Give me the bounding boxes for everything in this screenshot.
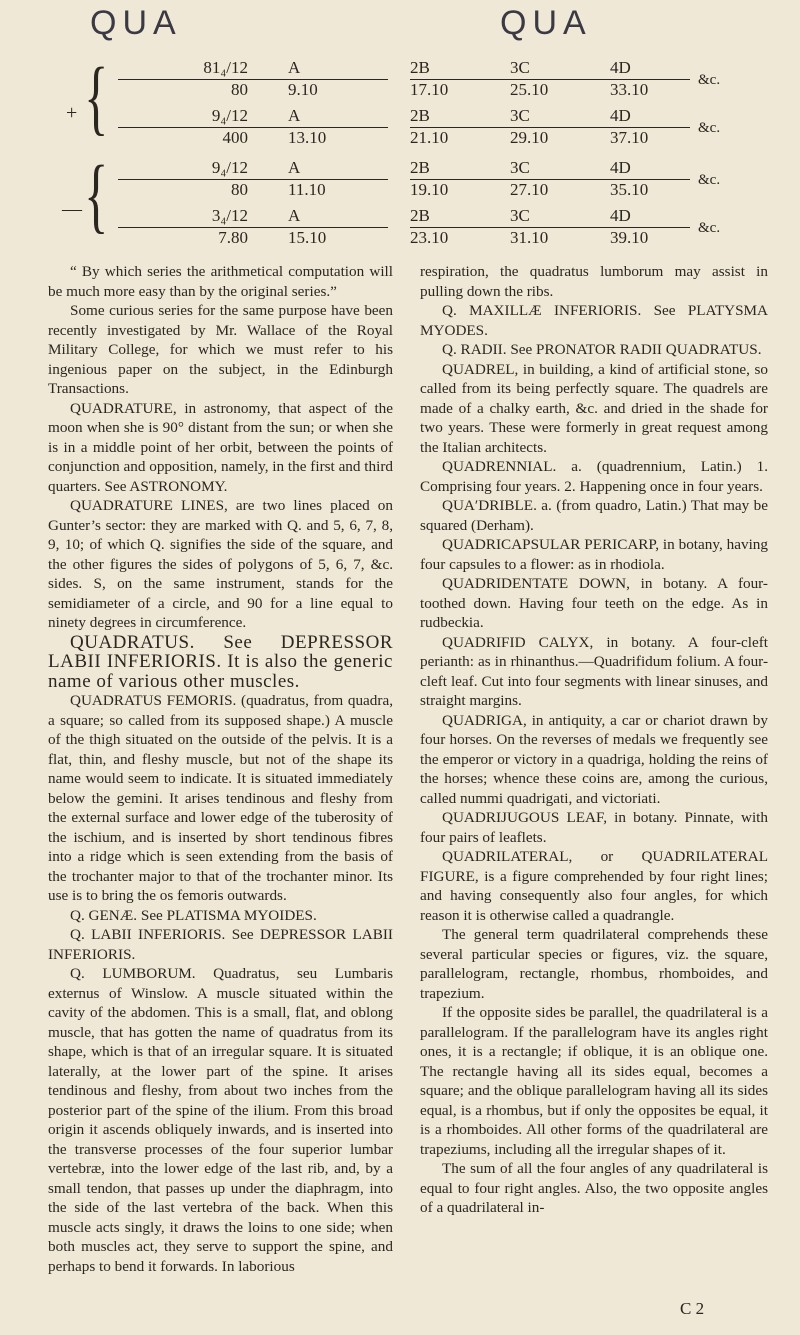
paragraph-continued: respiration, the quadratus lumborum may assist in pulling down the ribs. [420,263,768,300]
signature-mark: C 2 [680,1299,705,1318]
paragraph: “ By which series the arithmetical computation will be much more easy than by the original series.” [48,263,393,300]
fraction-series [40,51,780,258]
entry-quadrible: QUA′DRIBLE. a. (from quadro, Latin.) That may be squared (Derham). [420,497,768,534]
entry-q-radii: Q. RADII. See PRONATOR RADII QUADRATUS. [442,341,762,358]
running-title-right: QUA [500,4,592,42]
series-row-1-left: 81₄/12 A 80 9.10 [118,58,388,100]
etc-1: &c. [698,72,721,88]
series-row-4-left: 3₄/12 A 7.80 15.10 [118,206,388,248]
entry-quadrature-lines: QUADRATURE LINES, are two lines placed on Gunter’s sector: they are marked with Q. and 5, 6, 7, 8, 9, 10; of which Q. signifies the side of the square, and the other figures the sides of polygons of 5, 6, 7, &c. sides. S, on the same instrument, stands for the semidiameter of a circle, and 90 for a line equal to ninety degrees in circumference. [48,497,393,631]
entry-quadriga: QUADRIGA, in antiquity, a car or chariot drawn by four horses. On the reverses of medals we frequently see the emperor or victory in a quadriga, holding the reins of the horses; whence these coins are, among the curious, called nummi quadrigati, and victoriati. [420,711,768,807]
minus-sign: — [62,198,82,220]
entry-q-maxillae: Q. MAXILLÆ INFERIORIS. See PLATYSMA MYODES. [420,302,768,339]
series-row-3-left: 9₄/12 A 80 11.10 [118,158,388,200]
entry-quadratus-femoris: QUADRATUS FEMORIS. (quadratus, from quadra, a square; so called from its supposed shape.) A muscle of the thigh situated on the outside of the pelvis. It is a flat, thin, and fleshy muscle, but not of the shape its name would seem to indicate. It is situated immediately below the gemini. It arises tendinous and fleshy from the external surface and lower edge of the tuberosity of the ischium, and is inserted by short tendinous fibres into a ridge which is seen extending from the basis of the trochanter major to that of the trochanter minor. Its use is to bring the os femoris outwards. [48,692,393,904]
series-row-4-right: 2B 3C 4D 23.10 31.10 39.10 [410,206,690,248]
series-row-2-right: 2B 3C 4D 21.10 29.10 37.10 [410,106,690,148]
paragraph: Some curious series for the same purpose have been recently investigated by Mr. Wallace of the Royal Military College, for which we must refer to his ingenious paper on the subject, in the Edinburgh Transactions. [48,302,393,397]
entry-quadratus: QUADRATUS. See DEPRESSOR LABII INFERIORIS. It is also the generic name of various other muscles. [48,631,393,692]
brace-bottom: { [84,149,109,242]
etc-2: &c. [698,120,721,136]
paragraph: If the opposite sides be parallel, the quadrilateral is a parallelogram. If the parallelogram have its angles right ones, it is a rectangle; if oblique, it is an oblique one. The rectangle having all its sides equal, becomes a square; and the oblique parallelogram having all its sides equal, is a rhombus, but if only the opposites be equal, it is a rhomboides. All other forms of the quadrilateral are trapeziums, including all the irregular shapes of it. [420,1004,768,1158]
paragraph: The sum of all the four angles of any quadrilateral is equal to four right angles. Also, the two opposite angles of a quadrilateral in- [420,1160,768,1216]
etc-4: &c. [698,220,721,236]
etc-3: &c. [698,172,721,188]
entry-quadrijugous: QUADRIJUGOUS LEAF, in botany. Pinnate, with four pairs of leaflets. [420,809,768,846]
entry-quadrilateral: QUADRILATERAL, or QUADRILATERAL FIGURE, is a figure comprehended by four right lines; and having consequently also four angles, for which reason it is otherwise called a quadrangle. [420,848,768,924]
entry-quadrature: QUADRATURE, in astronomy, that aspect of the moon when she is 90° distant from the sun; or when she is in a middle point of her orbit, between the points of conjunction and opposition, namely, in the first and third quarters. See ASTRONOMY. [48,399,393,495]
entry-quadridentate: QUADRIDENTATE DOWN, in botany. A four-toothed down. Having four teeth on the edge. As in rudbeckia. [420,575,768,631]
entry-quadricapsular: QUADRICAPSULAR PERICARP, in botany, having four capsules to a flower: as in rhodiola. [420,536,768,573]
entry-q-labii: Q. LABII INFERIORIS. See DEPRESSOR LABII INFERIORIS. [48,926,393,963]
entry-q-genae: Q. GENÆ. See PLATISMA MYOIDES. [70,906,317,924]
running-title-left: QUA [90,4,182,42]
plus-sign: + [66,102,78,124]
entry-quadrennial: QUADRENNIAL. a. (quadrennium, Latin.) 1. Comprising four years. 2. Happening once in four years. [420,458,768,495]
entry-q-lumborum: Q. LUMBORUM. Quadratus, seu Lumbaris externus of Winslow. A muscle situated within the cavity of the abdomen. This is a small, flat, and oblong muscle, that has gotten the name of quadratus from its shape, which is that of an irregular square. It is situated laterally, at the lower part of the spine. It arises tendinous and fleshy, from about two inches from the posterior part of the spine of the ilium. From this broad origin it ascends obliquely inwards, and is inserted into the transverse processes of the four superior lumbar vertebræ, into the lower edge of the last rib, and, by a small tendon, that passes up under the diaphragm, into the side of the last vertebra of the back. When this muscle acts singly, it draws the loins to one side; when both muscles act, they serve to support the spine, and perhaps to bend it forwards. In laborious [48,965,393,1275]
left-column [48,262,393,1276]
paragraph: The general term quadrilateral comprehends these several particular species or figures, viz. the square, parallelogram, rectangle, rhombus, rhomboides, and trapezium. [420,926,768,1002]
series-row-3-right: 2B 3C 4D 19.10 27.10 35.10 [410,158,690,200]
brace-top: { [84,51,109,144]
entry-quadrel: QUADREL, in building, a kind of artificial stone, so called from its being perfectly square. The quadrels are made of a chalky earth, &c. and dried in the shade for two years. These were formerly in great request among the Italian architects. [420,360,768,456]
right-column [420,262,768,1218]
entry-quadrifid: QUADRIFID CALYX, in botany. A four-cleft perianth: as in rhinanthus.—Quadrifidum folium. A four-cleft leaf. Cut into four segments with linear sinuses, and straight margins. [420,633,768,709]
page-header [0,4,800,58]
series-row-2-left: 9₄/12 A 400 13.10 [118,106,388,148]
series-row-1-right: 2B 3C 4D 17.10 25.10 33.10 [410,58,690,100]
